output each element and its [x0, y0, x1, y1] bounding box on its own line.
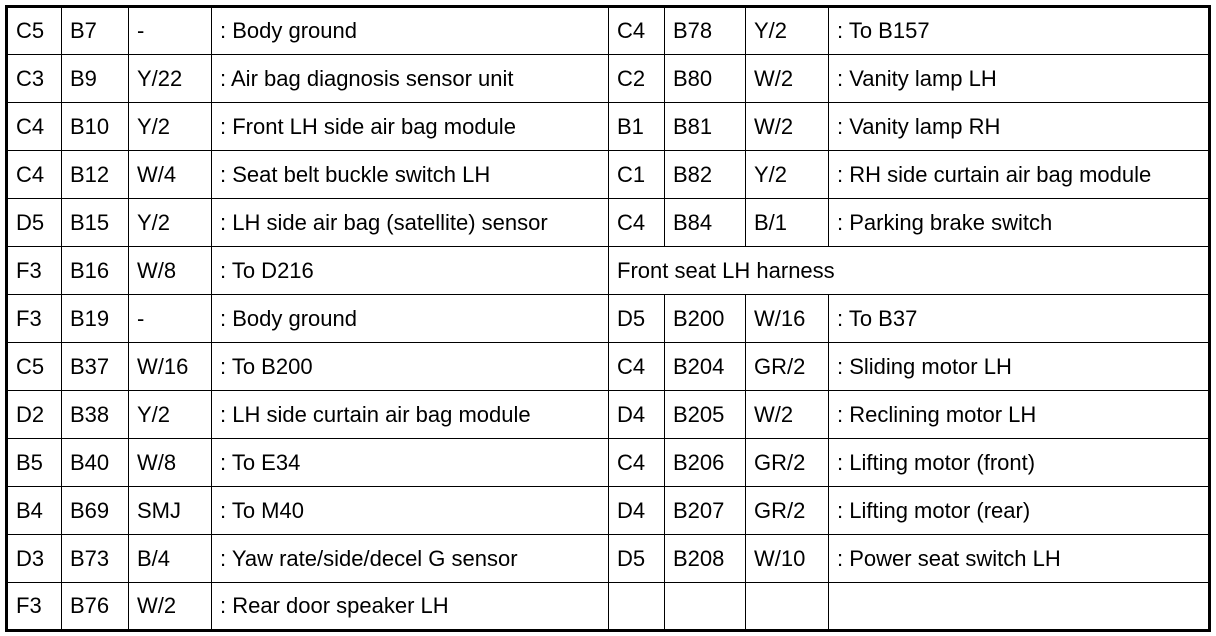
grid-cell: B4: [7, 487, 62, 535]
description-cell: : Front LH side air bag module: [212, 103, 609, 151]
grid-cell: C4: [609, 199, 665, 247]
table-row: [7, 439, 1210, 487]
type-cell: GR/2: [746, 343, 829, 391]
connector-cell: B9: [62, 55, 129, 103]
connector-cell: B12: [62, 151, 129, 199]
connector-cell: B76: [62, 583, 129, 631]
description-cell: : Parking brake switch: [829, 199, 1210, 247]
description-cell: : LH side curtain air bag module: [212, 391, 609, 439]
type-cell: GR/2: [746, 439, 829, 487]
connector-cell: B82: [665, 151, 746, 199]
connector-cell: B73: [62, 535, 129, 583]
description-cell: : To B157: [829, 7, 1210, 55]
type-cell: W/16: [129, 343, 212, 391]
description-cell: : Vanity lamp LH: [829, 55, 1210, 103]
table-row: [7, 103, 1210, 151]
description-cell: : To E34: [212, 439, 609, 487]
table-row: [7, 487, 1210, 535]
type-cell: Y/2: [129, 103, 212, 151]
connector-cell: B19: [62, 295, 129, 343]
grid-cell: F3: [7, 295, 62, 343]
connector-cell: B200: [665, 295, 746, 343]
description-cell: : Lifting motor (front): [829, 439, 1210, 487]
description-cell: : Yaw rate/side/decel G sensor: [212, 535, 609, 583]
connector-cell: B207: [665, 487, 746, 535]
grid-cell: C4: [609, 343, 665, 391]
connector-cell: B205: [665, 391, 746, 439]
connector-cell: B78: [665, 7, 746, 55]
description-cell: : Lifting motor (rear): [829, 487, 1210, 535]
grid-cell: C3: [7, 55, 62, 103]
type-cell: [746, 583, 829, 631]
type-cell: GR/2: [746, 487, 829, 535]
table-row: [7, 535, 1210, 583]
connector-cell: B40: [62, 439, 129, 487]
connector-cell: B7: [62, 7, 129, 55]
connector-cell: B206: [665, 439, 746, 487]
description-cell: : Air bag diagnosis sensor unit: [212, 55, 609, 103]
connector-cell: B38: [62, 391, 129, 439]
type-cell: W/16: [746, 295, 829, 343]
table-row: [7, 247, 1210, 295]
type-cell: SMJ: [129, 487, 212, 535]
description-cell: : Sliding motor LH: [829, 343, 1210, 391]
description-cell: : Vanity lamp RH: [829, 103, 1210, 151]
grid-cell: C2: [609, 55, 665, 103]
type-cell: B/1: [746, 199, 829, 247]
table-row: [7, 199, 1210, 247]
connector-table: [5, 5, 1211, 632]
description-cell: : Reclining motor LH: [829, 391, 1210, 439]
grid-cell: C4: [7, 151, 62, 199]
type-cell: -: [129, 295, 212, 343]
description-cell: : Body ground: [212, 295, 609, 343]
description-cell: : LH side air bag (satellite) sensor: [212, 199, 609, 247]
table-row: [7, 7, 1210, 55]
description-cell: : Rear door speaker LH: [212, 583, 609, 631]
connector-cell: B37: [62, 343, 129, 391]
connector-cell: B15: [62, 199, 129, 247]
grid-cell: C1: [609, 151, 665, 199]
grid-cell: D5: [7, 199, 62, 247]
table-row: [7, 55, 1210, 103]
description-cell: [829, 583, 1210, 631]
table-row: [7, 583, 1210, 631]
grid-cell: F3: [7, 247, 62, 295]
table-row: [7, 391, 1210, 439]
table-row: [7, 151, 1210, 199]
connector-cell: [665, 583, 746, 631]
description-cell: : To M40: [212, 487, 609, 535]
type-cell: W/8: [129, 247, 212, 295]
type-cell: Y/2: [746, 151, 829, 199]
type-cell: Y/2: [129, 199, 212, 247]
grid-cell: B1: [609, 103, 665, 151]
grid-cell: C4: [7, 103, 62, 151]
description-cell: : Seat belt buckle switch LH: [212, 151, 609, 199]
type-cell: W/2: [746, 391, 829, 439]
type-cell: W/2: [129, 583, 212, 631]
grid-cell: D3: [7, 535, 62, 583]
type-cell: W/8: [129, 439, 212, 487]
grid-cell: C5: [7, 343, 62, 391]
table-row: [7, 295, 1210, 343]
grid-cell: D5: [609, 295, 665, 343]
grid-cell: C4: [609, 439, 665, 487]
description-cell: : To B200: [212, 343, 609, 391]
grid-cell: B5: [7, 439, 62, 487]
connector-cell: B69: [62, 487, 129, 535]
type-cell: Y/22: [129, 55, 212, 103]
grid-cell: C4: [609, 7, 665, 55]
grid-cell: D4: [609, 487, 665, 535]
type-cell: W/10: [746, 535, 829, 583]
grid-cell: D4: [609, 391, 665, 439]
connector-cell: B81: [665, 103, 746, 151]
grid-cell: D5: [609, 535, 665, 583]
type-cell: B/4: [129, 535, 212, 583]
connector-cell: B208: [665, 535, 746, 583]
description-cell: : To D216: [212, 247, 609, 295]
harness-section-heading: Front seat LH harness: [609, 247, 1210, 295]
type-cell: W/2: [746, 55, 829, 103]
grid-cell: F3: [7, 583, 62, 631]
table-row: [7, 343, 1210, 391]
connector-table-body: [7, 7, 1210, 631]
description-cell: : Body ground: [212, 7, 609, 55]
type-cell: Y/2: [746, 7, 829, 55]
description-cell: : To B37: [829, 295, 1210, 343]
grid-cell: C5: [7, 7, 62, 55]
type-cell: -: [129, 7, 212, 55]
connector-cell: B204: [665, 343, 746, 391]
connector-cell: B84: [665, 199, 746, 247]
connector-cell: B80: [665, 55, 746, 103]
connector-cell: B10: [62, 103, 129, 151]
type-cell: W/4: [129, 151, 212, 199]
type-cell: Y/2: [129, 391, 212, 439]
grid-cell: [609, 583, 665, 631]
grid-cell: D2: [7, 391, 62, 439]
description-cell: : RH side curtain air bag module: [829, 151, 1210, 199]
connector-cell: B16: [62, 247, 129, 295]
description-cell: : Power seat switch LH: [829, 535, 1210, 583]
type-cell: W/2: [746, 103, 829, 151]
